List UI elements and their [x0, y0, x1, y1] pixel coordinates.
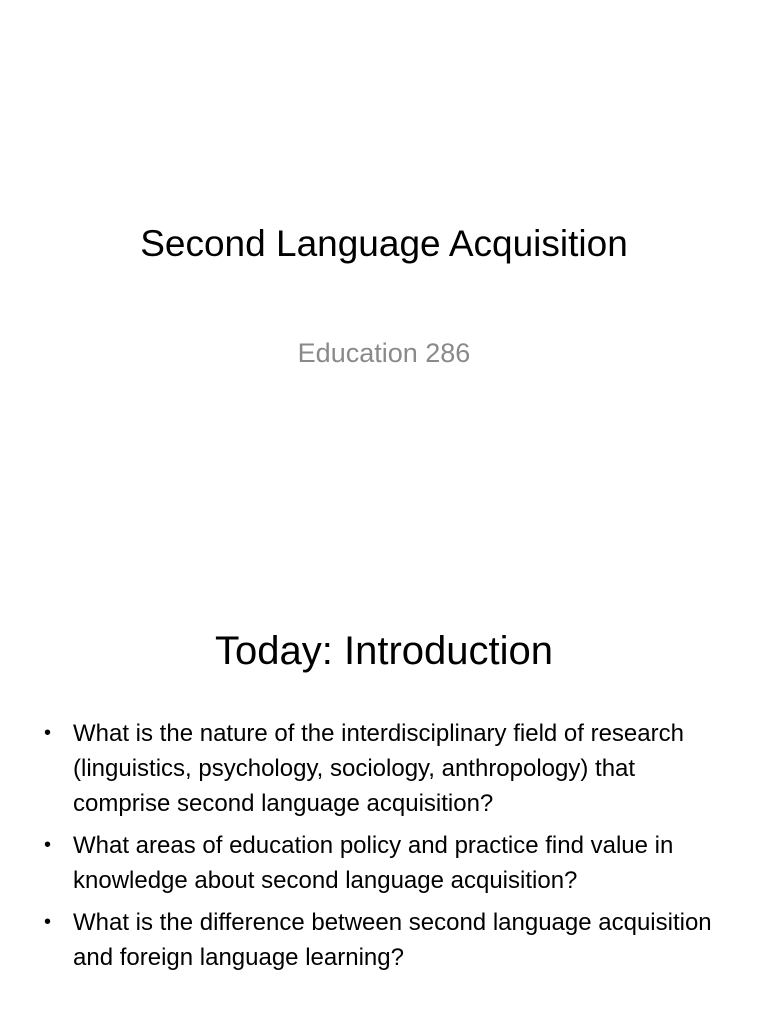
bullet-icon: •: [44, 722, 52, 744]
content-slide: [0, 576, 768, 1024]
slide-subtitle: Education 286: [297, 338, 471, 368]
content-slide-title: Today: Introduction: [215, 629, 553, 673]
bullet-list: [0, 716, 768, 982]
bullet-text: What is the difference between second language acquisition and foreign language learning?: [73, 909, 712, 971]
bullet-icon: •: [44, 834, 52, 856]
bullet-text: What is the nature of the interdisciplinary field of research (linguistics, psychology, sociology, anthropology) that comprise second language acquisition?: [73, 720, 684, 817]
slide-title: Second Language Acquisition: [140, 223, 628, 264]
bullet-item: [0, 828, 768, 898]
bullet-item: [0, 716, 768, 821]
bullet-icon: •: [44, 911, 52, 933]
bullet-text: What areas of education policy and practice find value in knowledge about second language acquisition?: [73, 832, 674, 894]
bullet-item: [0, 905, 768, 975]
